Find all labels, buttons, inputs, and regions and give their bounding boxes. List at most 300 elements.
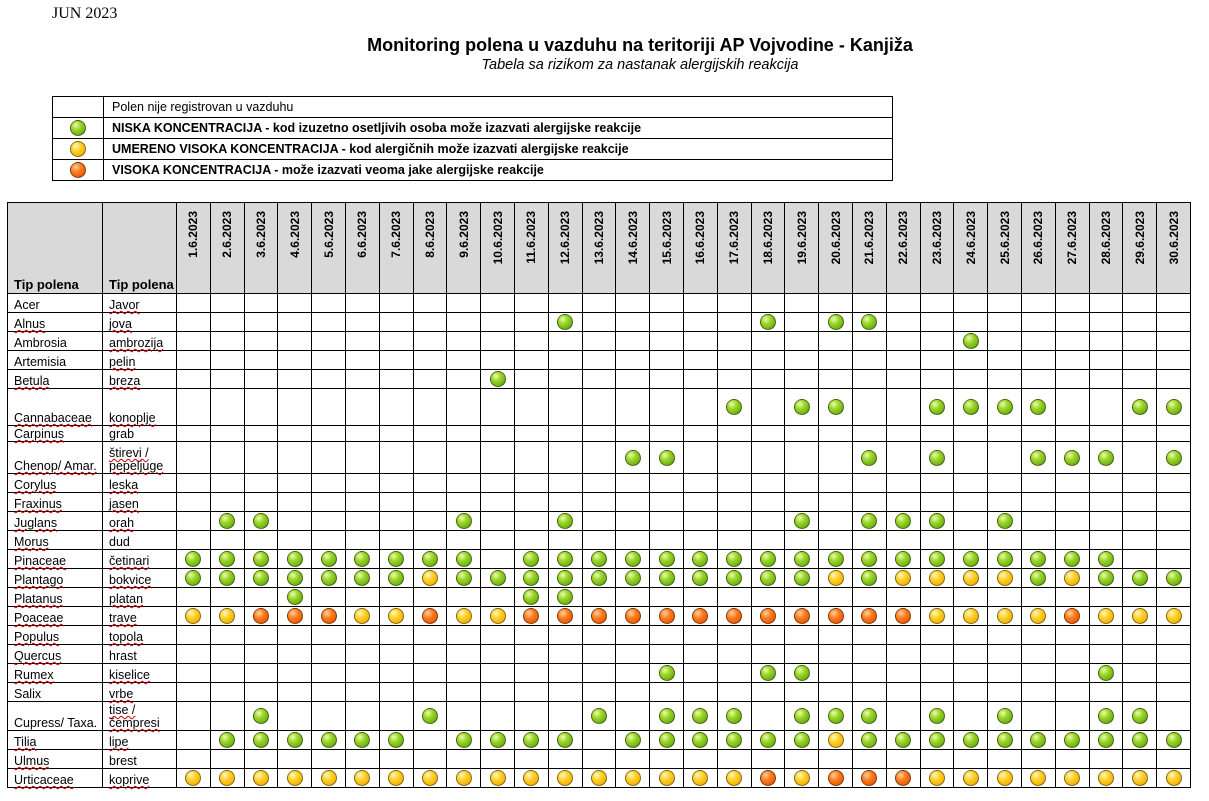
yellow-dot-icon [1064,770,1080,786]
day-cell [852,512,886,531]
day-cell [785,769,819,788]
day-cell [650,702,684,731]
day-cell [447,769,481,788]
day-cell [717,731,751,750]
yellow-dot-icon [963,608,979,624]
day-cell [413,702,447,731]
green-dot-icon [591,708,607,724]
day-cell [1157,531,1191,550]
day-cell [278,769,312,788]
day-cell [244,702,278,731]
pollen-local-name: jova [103,313,177,332]
green-dot-icon [287,551,303,567]
green-dot-icon [185,551,201,567]
green-dot-icon [794,399,810,415]
date-header [447,203,481,294]
green-dot-icon [929,450,945,466]
day-cell [1021,426,1055,442]
day-cell [717,332,751,351]
day-cell [447,731,481,750]
day-cell [1021,332,1055,351]
day-cell [785,493,819,512]
day-cell [988,607,1022,626]
day-cell [177,531,211,550]
day-cell [481,664,515,683]
day-cell [852,351,886,370]
day-cell [852,702,886,731]
day-cell [481,313,515,332]
day-cell [244,512,278,531]
day-cell [244,493,278,512]
day-cell [514,769,548,788]
day-cell [751,493,785,512]
green-dot-icon [219,570,235,586]
green-dot-icon [557,732,573,748]
yellow-dot-icon [219,770,235,786]
day-cell [278,588,312,607]
yellow-dot-icon [185,770,201,786]
date-label: 15.6.2023 [659,211,674,265]
green-dot-icon [185,570,201,586]
day-cell [954,442,988,474]
date-header [1021,203,1055,294]
green-dot-icon [591,570,607,586]
day-cell [312,664,346,683]
pollen-local-name: pelin [103,351,177,370]
day-cell [616,588,650,607]
day-cell [177,607,211,626]
day-cell [413,664,447,683]
green-dot-icon [997,513,1013,529]
day-cell [1123,683,1157,702]
green-dot-icon [625,570,641,586]
day-cell [278,531,312,550]
day-cell [312,389,346,426]
day-cell [920,474,954,493]
green-dot-icon [760,570,776,586]
day-cell [582,512,616,531]
date-header [886,203,920,294]
yellow-dot-icon [1098,770,1114,786]
day-cell [481,426,515,442]
day-cell [1123,607,1157,626]
table-row [8,607,1191,626]
day-cell [751,731,785,750]
day-cell [177,389,211,426]
day-cell [177,512,211,531]
date-label: 20.6.2023 [828,211,843,265]
day-cell [1055,626,1089,645]
day-cell [312,645,346,664]
day-cell [1123,351,1157,370]
green-dot-icon [287,732,303,748]
day-cell [988,351,1022,370]
day-cell [312,493,346,512]
pollen-local-name: vrbe [103,683,177,702]
day-cell [210,769,244,788]
day-cell [920,569,954,588]
day-cell [954,370,988,389]
day-cell [616,626,650,645]
day-cell [582,588,616,607]
date-label: 17.6.2023 [727,211,742,265]
day-cell [244,750,278,769]
day-cell [345,626,379,645]
date-label: 2.6.2023 [220,211,235,258]
pollen-latin-name: Chenop/ Amar. [8,442,103,474]
table-row [8,493,1191,512]
day-cell [1157,569,1191,588]
day-cell [548,474,582,493]
date-label: 5.6.2023 [321,211,336,258]
day-cell [379,294,413,313]
page-title: Monitoring polena u vazduhu na teritoriji AP Vojvodine - Kanjiža [367,35,913,55]
day-cell [312,294,346,313]
day-cell [717,664,751,683]
day-cell [1055,683,1089,702]
green-dot-icon [1166,399,1182,415]
yellow-dot-icon [625,770,641,786]
day-cell [852,750,886,769]
green-dot-icon [659,665,675,681]
yellow-dot-icon [253,770,269,786]
day-cell [447,294,481,313]
pollen-latin-name: Fraxinus [8,493,103,512]
day-cell [278,569,312,588]
day-cell [1089,493,1123,512]
day-cell [751,683,785,702]
pollen-latin-name: Plantago [8,569,103,588]
day-cell [1055,332,1089,351]
pollen-latin-name: Corylus [8,474,103,493]
green-dot-icon [929,708,945,724]
day-cell [447,588,481,607]
day-cell [683,389,717,426]
day-cell [988,769,1022,788]
green-dot-icon [963,732,979,748]
day-cell [548,493,582,512]
day-cell [1123,313,1157,332]
day-cell [481,683,515,702]
day-cell [379,531,413,550]
day-cell [1123,426,1157,442]
day-cell [1157,294,1191,313]
day-cell [886,683,920,702]
day-cell [244,550,278,569]
day-cell [1157,645,1191,664]
day-cell [548,750,582,769]
day-cell [548,664,582,683]
day-cell [514,702,548,731]
day-cell [1123,702,1157,731]
pollen-local-name: jasen [103,493,177,512]
day-cell [210,664,244,683]
day-cell [548,569,582,588]
green-dot-icon [523,589,539,605]
green-dot-icon [523,551,539,567]
green-dot-icon [1098,708,1114,724]
day-cell [514,474,548,493]
green-dot-icon [828,314,844,330]
pollen-latin-name: Urticaceae [8,769,103,788]
day-cell [920,389,954,426]
day-cell [413,294,447,313]
green-dot-icon [253,570,269,586]
day-cell [1157,332,1191,351]
day-cell [988,702,1022,731]
date-label: 12.6.2023 [558,211,573,265]
day-cell [751,294,785,313]
day-cell [413,731,447,750]
yellow-dot-icon [490,770,506,786]
day-cell [886,702,920,731]
green-dot-icon [997,732,1013,748]
green-dot-icon [354,732,370,748]
day-cell [751,389,785,426]
day-cell [481,750,515,769]
day-cell [683,474,717,493]
yellow-dot-icon [354,608,370,624]
day-cell [683,531,717,550]
green-dot-icon [760,314,776,330]
orange-dot-icon [828,770,844,786]
pollen-local-name: konoplje [103,389,177,426]
day-cell [447,493,481,512]
green-dot-icon [625,450,641,466]
day-cell [177,442,211,474]
green-dot-icon [692,732,708,748]
day-cell [379,550,413,569]
day-cell [514,370,548,389]
day-cell [210,750,244,769]
yellow-dot-icon [1064,570,1080,586]
day-cell [1089,294,1123,313]
day-cell [244,645,278,664]
day-cell [683,702,717,731]
yellow-dot-icon [591,770,607,786]
date-label: 6.6.2023 [355,211,370,258]
green-dot-icon [1030,450,1046,466]
day-cell [447,389,481,426]
day-cell [819,442,853,474]
day-cell [785,294,819,313]
day-cell [210,569,244,588]
day-cell [379,442,413,474]
yellow-dot-icon [929,770,945,786]
day-cell [819,607,853,626]
day-cell [717,474,751,493]
table-row [8,569,1191,588]
pollen-latin-name: Cannabaceae [8,389,103,426]
day-cell [210,442,244,474]
orange-dot-icon [659,608,675,624]
table-row [8,531,1191,550]
pollen-latin-name: Artemisia [8,351,103,370]
date-header [210,203,244,294]
yellow-dot-icon [794,770,810,786]
day-cell [717,769,751,788]
day-cell [785,731,819,750]
day-cell [954,731,988,750]
day-cell [1123,493,1157,512]
day-cell [514,426,548,442]
day-cell [920,493,954,512]
day-cell [548,645,582,664]
day-cell [413,588,447,607]
day-cell [819,750,853,769]
pollen-latin-name: Populus [8,626,103,645]
day-cell [1123,731,1157,750]
green-dot-icon [490,570,506,586]
day-cell [345,351,379,370]
day-cell [954,683,988,702]
day-cell [785,474,819,493]
day-cell [278,626,312,645]
day-cell [447,370,481,389]
date-label: 13.6.2023 [591,211,606,265]
day-cell [819,664,853,683]
day-cell [481,531,515,550]
legend-empty-cell [53,97,104,118]
day-cell [954,769,988,788]
green-dot-icon [692,551,708,567]
day-cell [785,607,819,626]
yellow-dot-icon [287,770,303,786]
day-cell [345,474,379,493]
day-cell [988,313,1022,332]
day-cell [1157,351,1191,370]
day-cell [1089,442,1123,474]
green-dot-icon [794,513,810,529]
pollen-local-name: lipe [103,731,177,750]
day-cell [683,351,717,370]
day-cell [413,550,447,569]
day-cell [447,607,481,626]
day-cell [1123,645,1157,664]
day-cell [717,351,751,370]
day-cell [1021,370,1055,389]
day-cell [210,702,244,731]
table-row [8,683,1191,702]
day-cell [345,493,379,512]
day-cell [683,731,717,750]
day-cell [548,683,582,702]
day-cell [616,442,650,474]
date-header [244,203,278,294]
green-dot-icon [219,513,235,529]
day-cell [886,588,920,607]
day-cell [616,426,650,442]
day-cell [852,683,886,702]
day-cell [413,626,447,645]
day-cell [278,294,312,313]
day-cell [1157,588,1191,607]
day-cell [413,332,447,351]
day-cell [447,550,481,569]
yellow-dot-icon [557,770,573,786]
day-cell [616,493,650,512]
day-cell [751,351,785,370]
yellow-dot-icon [963,770,979,786]
day-cell [447,531,481,550]
day-cell [920,645,954,664]
day-cell [548,731,582,750]
day-cell [514,531,548,550]
day-cell [582,389,616,426]
day-cell [1055,645,1089,664]
green-dot-icon [253,732,269,748]
day-cell [177,351,211,370]
day-cell [920,442,954,474]
day-cell [177,683,211,702]
day-cell [1089,313,1123,332]
day-cell [210,332,244,351]
green-dot-icon [321,570,337,586]
day-cell [244,294,278,313]
day-cell [650,588,684,607]
day-cell [278,607,312,626]
day-cell [886,569,920,588]
day-cell [582,750,616,769]
day-cell [345,702,379,731]
day-cell [1157,426,1191,442]
day-cell [920,351,954,370]
day-cell [312,370,346,389]
day-cell [1089,370,1123,389]
day-cell [413,474,447,493]
day-cell [751,569,785,588]
pollen-local-name: štirevi / pepeljuge [103,442,177,474]
day-cell [1123,550,1157,569]
day-cell [751,702,785,731]
day-cell [616,750,650,769]
date-header [1157,203,1191,294]
day-cell [447,332,481,351]
day-cell [1157,370,1191,389]
day-cell [413,531,447,550]
green-dot-icon [861,450,877,466]
day-cell [548,531,582,550]
green-dot-icon [929,732,945,748]
pollen-latin-name: Poaceae [8,607,103,626]
day-cell [988,332,1022,351]
green-dot-icon [726,732,742,748]
pollen-latin-name: Tilia [8,731,103,750]
day-cell [379,750,413,769]
day-cell [988,588,1022,607]
green-dot-icon [321,551,337,567]
day-cell [785,332,819,351]
day-cell [717,626,751,645]
day-cell [244,370,278,389]
day-cell [312,332,346,351]
day-cell [1021,569,1055,588]
day-cell [1123,332,1157,351]
day-cell [244,442,278,474]
pollen-latin-name: Quercus [8,645,103,664]
day-cell [210,389,244,426]
day-cell [1123,442,1157,474]
green-dot-icon [963,551,979,567]
day-cell [717,512,751,531]
day-cell [379,664,413,683]
day-cell [1089,550,1123,569]
day-cell [582,769,616,788]
day-cell [852,588,886,607]
day-cell [447,750,481,769]
day-cell [278,474,312,493]
day-cell [920,512,954,531]
